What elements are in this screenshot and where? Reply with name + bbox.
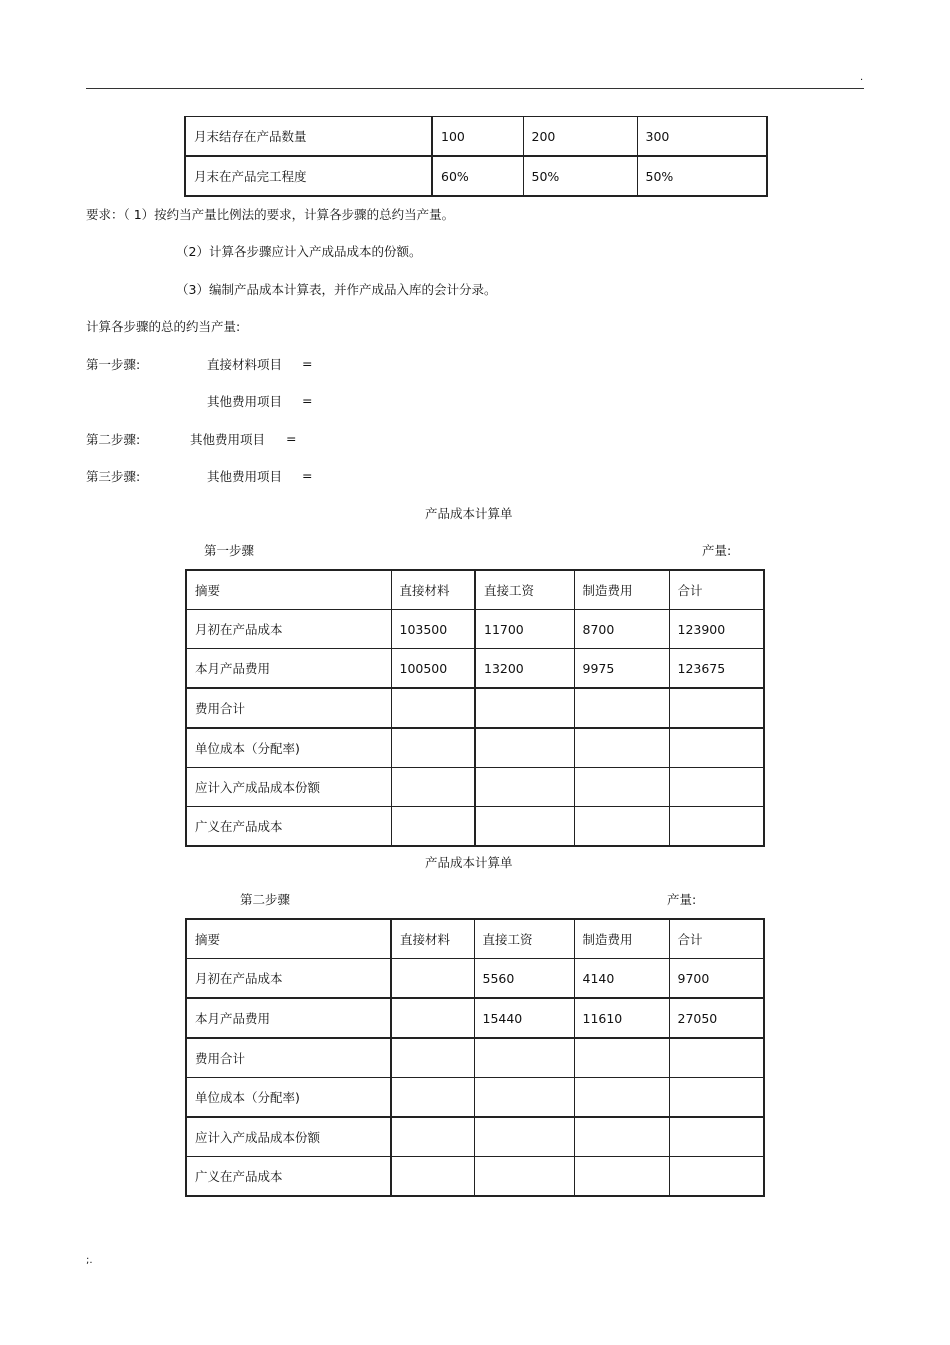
table-cell: [474, 1157, 574, 1197]
table-cell: 广义在产品成本: [186, 807, 391, 847]
table-cell: [574, 1157, 669, 1197]
table-cell: [474, 1038, 574, 1078]
header-cell: 合计: [669, 919, 764, 959]
table-cell: 单位成本（分配率): [186, 728, 391, 768]
table-row: [186, 728, 764, 768]
table-cell: [475, 688, 574, 728]
table-cell: 单位成本（分配率): [186, 1078, 391, 1118]
table2-output-label: 产量:: [667, 892, 697, 907]
table-cell: [669, 768, 764, 807]
requirement-line-3: （3）编制产品成本计算表，并作产成品入库的会计分录。: [176, 282, 497, 297]
header-cell: 直接工资: [475, 570, 574, 610]
table-cell: [574, 728, 669, 768]
table-row: [186, 649, 764, 689]
table-cell: 50%: [637, 156, 767, 196]
header-cell: 直接材料: [391, 570, 475, 610]
table-cell: [391, 688, 475, 728]
table-cell: 100: [432, 117, 523, 157]
table-cell: [669, 728, 764, 768]
table-cell: [391, 768, 475, 807]
table-cell: 13200: [475, 649, 574, 689]
step1-item2: 其他费用项目: [207, 394, 283, 409]
table-cell: [475, 768, 574, 807]
top-table: [184, 116, 768, 197]
table-cell: 应计入产成品成本份额: [186, 768, 391, 807]
table-cell: 广义在产品成本: [186, 1157, 391, 1197]
table-cell: 费用合计: [186, 688, 391, 728]
step3-label: 第三步骤:: [86, 469, 141, 484]
table-cell: 9975: [574, 649, 669, 689]
cost-table-step2: [185, 918, 765, 1197]
table-cell: 月末结存在产品数量: [185, 117, 432, 157]
table-cell: [391, 1117, 474, 1157]
table-cell: 月初在产品成本: [186, 610, 391, 649]
step3-item: 其他费用项目: [207, 469, 283, 484]
table-cell: [391, 1157, 474, 1197]
table-cell: 5560: [474, 959, 574, 999]
table1-title: 产品成本计算单: [425, 506, 513, 521]
table-row: [186, 1038, 764, 1078]
table-cell: 9700: [669, 959, 764, 999]
equals-sign: =: [302, 468, 313, 483]
table-row: [186, 768, 764, 807]
table-cell: [574, 1038, 669, 1078]
header-cell: 直接材料: [391, 919, 474, 959]
header-cell: 直接工资: [474, 919, 574, 959]
table-cell: 本月产品费用: [186, 649, 391, 689]
table-cell: [669, 807, 764, 847]
table-row: [185, 117, 767, 157]
table-cell: [669, 1078, 764, 1118]
table-cell: [474, 1078, 574, 1118]
header-cell: 摘要: [186, 919, 391, 959]
table-row: [186, 610, 764, 649]
calc-title: 计算各步骤的总的约当产量:: [86, 319, 241, 334]
table-cell: [391, 959, 474, 999]
footer-mark: ;.: [86, 1255, 93, 1266]
step1-item1: 直接材料项目: [207, 357, 283, 372]
table-cell: [669, 1157, 764, 1197]
table-cell: [391, 1038, 474, 1078]
table-row: [186, 807, 764, 847]
table-cell: 费用合计: [186, 1038, 391, 1078]
equals-sign: =: [302, 356, 313, 371]
table-cell: 27050: [669, 998, 764, 1038]
cost-table-step1: [185, 569, 765, 847]
table-cell: 月初在产品成本: [186, 959, 391, 999]
table-cell: 11610: [574, 998, 669, 1038]
table-cell: [574, 807, 669, 847]
header-cell: 制造费用: [574, 570, 669, 610]
header-cell: 摘要: [186, 570, 391, 610]
table-cell: 100500: [391, 649, 475, 689]
table-cell: 103500: [391, 610, 475, 649]
table-cell: [391, 728, 475, 768]
step2-item: 其他费用项目: [190, 432, 266, 447]
table-cell: [475, 807, 574, 847]
step1-label: 第一步骤:: [86, 357, 141, 372]
table-cell: 8700: [574, 610, 669, 649]
table1-output-label: 产量:: [702, 543, 732, 558]
table-cell: [669, 688, 764, 728]
table2-step: 第二步骤: [240, 892, 291, 907]
table-cell: 300: [637, 117, 767, 157]
table-cell: 123675: [669, 649, 764, 689]
table-cell: 11700: [475, 610, 574, 649]
table-cell: 50%: [523, 156, 637, 196]
header-rule: [86, 88, 864, 89]
table-cell: [391, 998, 474, 1038]
table-cell: 123900: [669, 610, 764, 649]
table-row: [186, 1157, 764, 1197]
table-header-row: [186, 919, 764, 959]
table-row: [185, 156, 767, 196]
table-cell: [474, 1117, 574, 1157]
table-cell: [574, 1117, 669, 1157]
table-cell: [391, 807, 475, 847]
table-row: [186, 998, 764, 1038]
requirement-line-1: 要求：（ 1）按约当产量比例法的要求，计算各步骤的总约当产量。: [86, 207, 455, 222]
table-cell: 200: [523, 117, 637, 157]
table-cell: 应计入产成品成本份额: [186, 1117, 391, 1157]
table-cell: [574, 1078, 669, 1118]
table-cell: [391, 1078, 474, 1118]
table-cell: [574, 768, 669, 807]
equals-sign: =: [286, 431, 297, 446]
table-cell: [669, 1117, 764, 1157]
equals-sign: =: [302, 393, 313, 408]
table-row: [186, 959, 764, 999]
table2-title: 产品成本计算单: [425, 855, 513, 870]
table-cell: 60%: [432, 156, 523, 196]
table-cell: 月末在产品完工程度: [185, 156, 432, 196]
table-cell: [669, 1038, 764, 1078]
table-cell: 4140: [574, 959, 669, 999]
table-cell: 本月产品费用: [186, 998, 391, 1038]
table-row: [186, 1117, 764, 1157]
step2-label: 第二步骤:: [86, 432, 141, 447]
header-cell: 合计: [669, 570, 764, 610]
table-header-row: [186, 570, 764, 610]
table-row: [186, 688, 764, 728]
table1-step: 第一步骤: [204, 543, 255, 558]
table-row: [186, 1078, 764, 1118]
header-dot: .: [860, 72, 864, 83]
header-cell: 制造费用: [574, 919, 669, 959]
table-cell: 15440: [474, 998, 574, 1038]
table-cell: [574, 688, 669, 728]
table-cell: [475, 728, 574, 768]
requirement-line-2: （2）计算各步骤应计入产成品成本的份额。: [176, 244, 422, 259]
